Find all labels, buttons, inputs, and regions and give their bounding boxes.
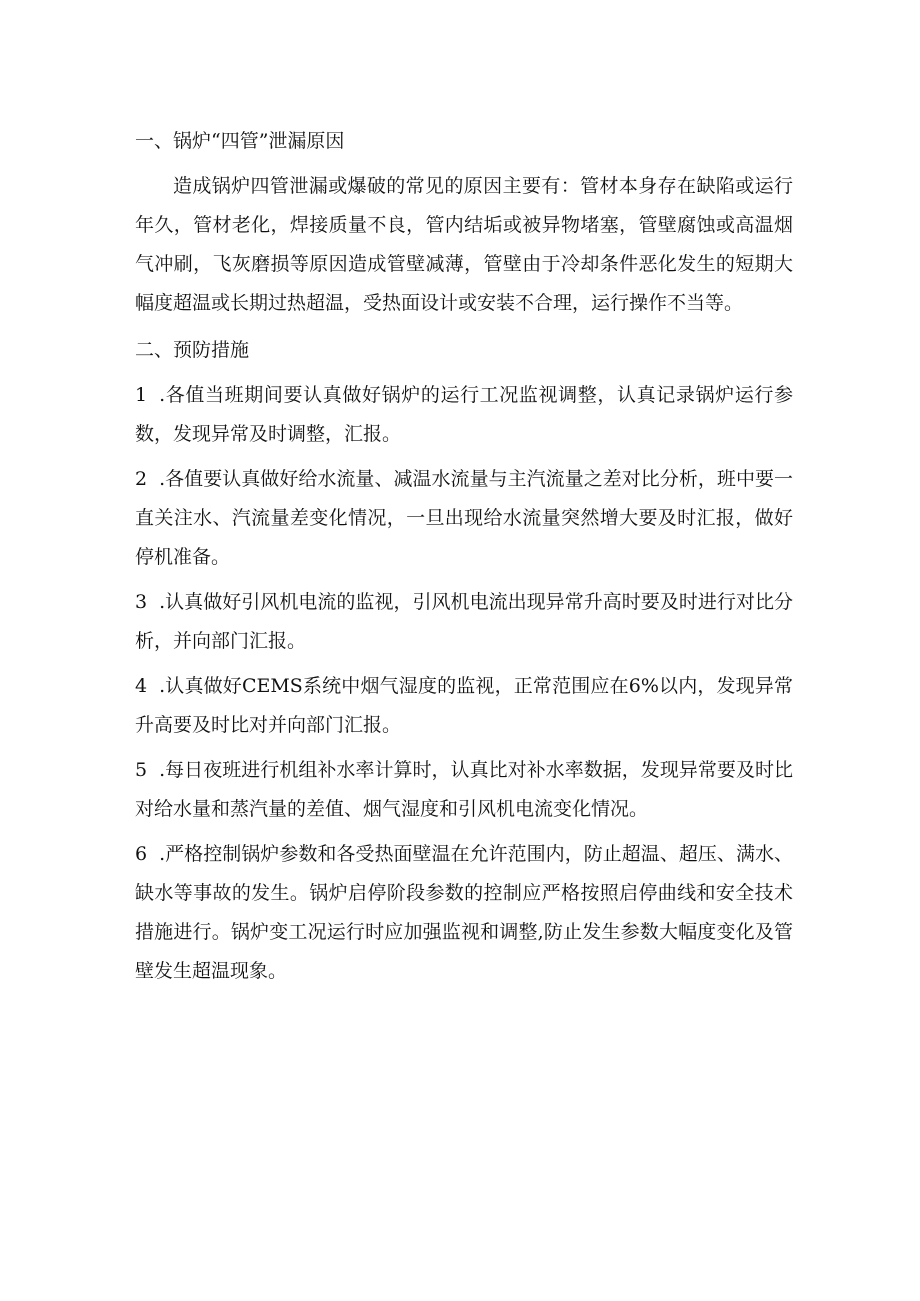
section-heading-causes: 一、锅炉“四管”泄漏原因 xyxy=(135,130,345,152)
item-text: .各值要认真做好给水流量、减温水流量与主汽流量之差对比分析，班中要一直关注水、汽流量差变化情况，一旦出现给水流量突然增大要及时汇报，做好停机准备。 xyxy=(135,468,793,568)
item-number: 1 xyxy=(135,384,148,406)
item-text: .严格控制锅炉参数和各受热面壁温在允许范围内，防止超温、超压、满水、缺水等事故的发生。锅炉启停阶段参数的控制应严格按照启停曲线和安全技术措施进行。锅炉变工况运行时应加强监视和调整,防止发生参数大幅度变化及管壁发生超温现象。 xyxy=(135,843,793,982)
measure-item-1 xyxy=(135,376,793,454)
item-text: .每日夜班进行机组补水率计算时，认真比对补水率数据，发现异常要及时比对给水量和蒸汽量的差值、烟气湿度和引风机电流变化情况。 xyxy=(135,759,793,820)
measure-item-4 xyxy=(135,667,793,745)
item-text: .认真做好引风机电流的监视，引风机电流出现异常升高时要及时进行对比分析，并向部门汇报。 xyxy=(135,591,793,652)
measure-item-6 xyxy=(135,835,793,991)
item-number: 3 xyxy=(135,591,148,613)
item-text: .各值当班期间要认真做好锅炉的运行工况监视调整，认真记录锅炉运行参数，发现异常及时调整，汇报。 xyxy=(135,384,793,445)
causes-paragraph: 造成锅炉四管泄漏或爆破的常见的原因主要有：管材本身存在缺陷或运行年久，管材老化，焊接质量不良，管内结垢或被异物堵塞，管壁腐蚀或高温烟气冲刷，飞灰磨损等原因造成管壁减薄，管壁由于冷却条件恶化发生的短期大幅度超温或长期过热超温，受热面设计或安装不合理，运行操作不当等。 xyxy=(135,175,793,314)
measure-item-5 xyxy=(135,751,793,829)
document-body xyxy=(135,122,793,997)
item-number: 2 xyxy=(135,468,148,490)
measure-item-3 xyxy=(135,583,793,661)
item-number: 5 xyxy=(135,759,148,781)
section-heading-measures: 二、预防措施 xyxy=(135,339,250,361)
item-text: .认真做好CEMS系统中烟气湿度的监视，正常范围应在6%以内，发现异常升高要及时比对并向部门汇报。 xyxy=(135,675,793,736)
item-number: 4 xyxy=(135,675,148,697)
item-number: 6 xyxy=(135,843,148,865)
measure-item-2 xyxy=(135,460,793,577)
